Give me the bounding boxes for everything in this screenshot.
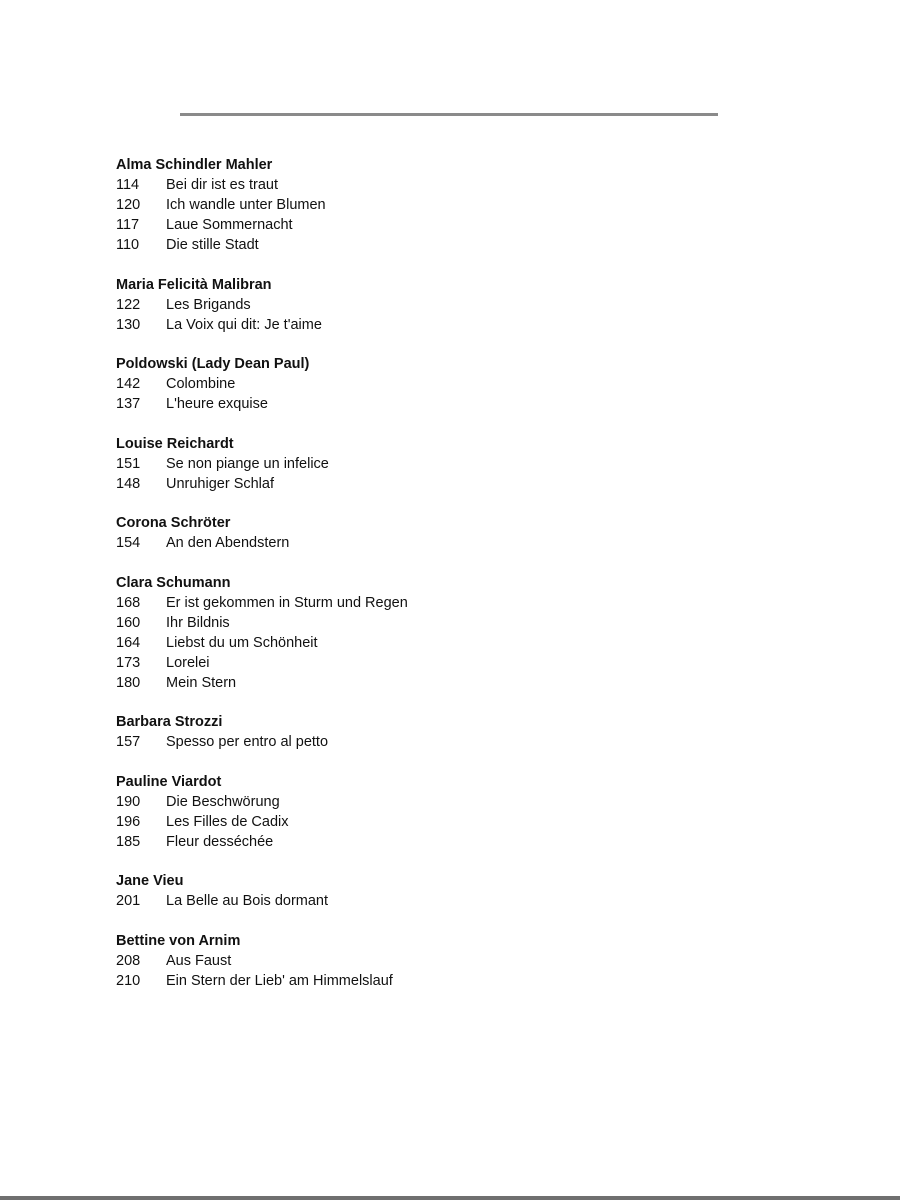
page-number: 208 bbox=[116, 952, 141, 969]
song-entry bbox=[116, 891, 816, 911]
composer-section bbox=[116, 354, 816, 414]
composer-name: Poldowski (Lady Dean Paul) bbox=[116, 356, 310, 372]
page-number: 154 bbox=[116, 535, 141, 551]
page-number: 142 bbox=[116, 376, 141, 392]
song-title: La Belle au Bois dormant bbox=[166, 893, 329, 909]
page-number: 180 bbox=[116, 674, 141, 691]
song-entry bbox=[116, 215, 816, 235]
song-entry bbox=[116, 633, 816, 653]
page-number: 151 bbox=[116, 455, 141, 472]
page-number: 190 bbox=[116, 793, 141, 810]
page-number: 110 bbox=[116, 237, 140, 253]
song-entry bbox=[116, 812, 816, 832]
song-title: Mein Stern bbox=[166, 674, 237, 691]
song-entry bbox=[116, 175, 816, 195]
song-title: Les Brigands bbox=[166, 296, 251, 313]
song-title: An den Abendstern bbox=[166, 535, 290, 551]
top-divider bbox=[180, 113, 718, 116]
bottom-edge-line bbox=[0, 1196, 900, 1200]
composer-name: Barbara Strozzi bbox=[116, 714, 223, 730]
composer-section bbox=[116, 871, 816, 911]
song-title: Laue Sommernacht bbox=[166, 217, 293, 233]
composer-section bbox=[116, 712, 816, 752]
composer-section bbox=[116, 772, 816, 852]
song-entry bbox=[116, 474, 816, 494]
song-title: Ein Stern der Lieb' am Himmelslauf bbox=[166, 972, 393, 989]
page-number: 210 bbox=[116, 972, 141, 989]
song-entry bbox=[116, 533, 816, 553]
song-entry bbox=[116, 295, 816, 315]
page-number: 120 bbox=[116, 197, 141, 213]
composer-section bbox=[116, 155, 816, 255]
song-entry bbox=[116, 673, 816, 693]
song-title: Er ist gekommen in Sturm und Regen bbox=[166, 594, 408, 611]
song-title: Unruhiger Schlaf bbox=[166, 475, 274, 492]
song-entry bbox=[116, 374, 816, 394]
page-number: 137 bbox=[116, 396, 141, 412]
page-number: 168 bbox=[116, 594, 141, 611]
composer-name: Louise Reichardt bbox=[116, 435, 234, 452]
song-title: Se non piange un infelice bbox=[166, 455, 329, 472]
song-title: Die Beschwörung bbox=[166, 793, 280, 810]
song-entry bbox=[116, 653, 816, 673]
song-title: Les Filles de Cadix bbox=[166, 813, 289, 830]
page-number: 173 bbox=[116, 654, 141, 671]
song-entry bbox=[116, 235, 816, 255]
song-title: L'heure exquise bbox=[166, 396, 268, 412]
song-title: Fleur desséchée bbox=[166, 833, 274, 850]
song-entry bbox=[116, 394, 816, 414]
composer-name: Corona Schröter bbox=[116, 515, 231, 531]
page-number: 114 bbox=[116, 177, 140, 193]
composer-section bbox=[116, 275, 816, 335]
song-title: La Voix qui dit: Je t'aime bbox=[166, 316, 322, 333]
composer-name: Pauline Viardot bbox=[116, 773, 222, 790]
composer-name: Jane Vieu bbox=[116, 873, 184, 889]
song-entry bbox=[116, 971, 816, 991]
composer-name: Maria Felicità Malibran bbox=[116, 276, 272, 293]
page-number: 148 bbox=[116, 475, 141, 492]
song-title: Spesso per entro al petto bbox=[166, 734, 329, 750]
page-number: 130 bbox=[116, 316, 141, 333]
song-entry bbox=[116, 454, 816, 474]
song-entry bbox=[116, 593, 816, 613]
song-entry bbox=[116, 951, 816, 971]
page-number: 117 bbox=[116, 217, 140, 233]
song-title: Ihr Bildnis bbox=[166, 614, 230, 631]
page-number: 196 bbox=[116, 813, 141, 830]
song-title: Colombine bbox=[166, 376, 236, 392]
song-title: Liebst du um Schönheit bbox=[166, 634, 318, 651]
song-entry bbox=[116, 195, 816, 215]
composer-section bbox=[116, 513, 816, 553]
song-title: Ich wandle unter Blumen bbox=[166, 197, 326, 213]
song-title: Aus Faust bbox=[166, 952, 232, 969]
page-number: 157 bbox=[116, 734, 141, 750]
song-entry bbox=[116, 315, 816, 335]
song-entry bbox=[116, 832, 816, 852]
song-entry bbox=[116, 732, 816, 752]
composer-section bbox=[116, 434, 816, 494]
composer-section bbox=[116, 931, 816, 991]
composer-name: Bettine von Arnim bbox=[116, 932, 241, 949]
song-entry bbox=[116, 613, 816, 633]
page-number: 201 bbox=[116, 893, 141, 909]
page-number: 122 bbox=[116, 296, 141, 313]
table-of-contents bbox=[116, 155, 816, 1010]
page-number: 185 bbox=[116, 833, 141, 850]
page-number: 160 bbox=[116, 614, 141, 631]
composer-section bbox=[116, 573, 816, 693]
page-number: 164 bbox=[116, 634, 141, 651]
song-title: Bei dir ist es traut bbox=[166, 177, 279, 193]
composer-name: Clara Schumann bbox=[116, 574, 231, 591]
composer-name: Alma Schindler Mahler bbox=[116, 157, 273, 173]
song-title: Lorelei bbox=[166, 654, 210, 671]
song-title: Die stille Stadt bbox=[166, 237, 259, 253]
song-entry bbox=[116, 792, 816, 812]
